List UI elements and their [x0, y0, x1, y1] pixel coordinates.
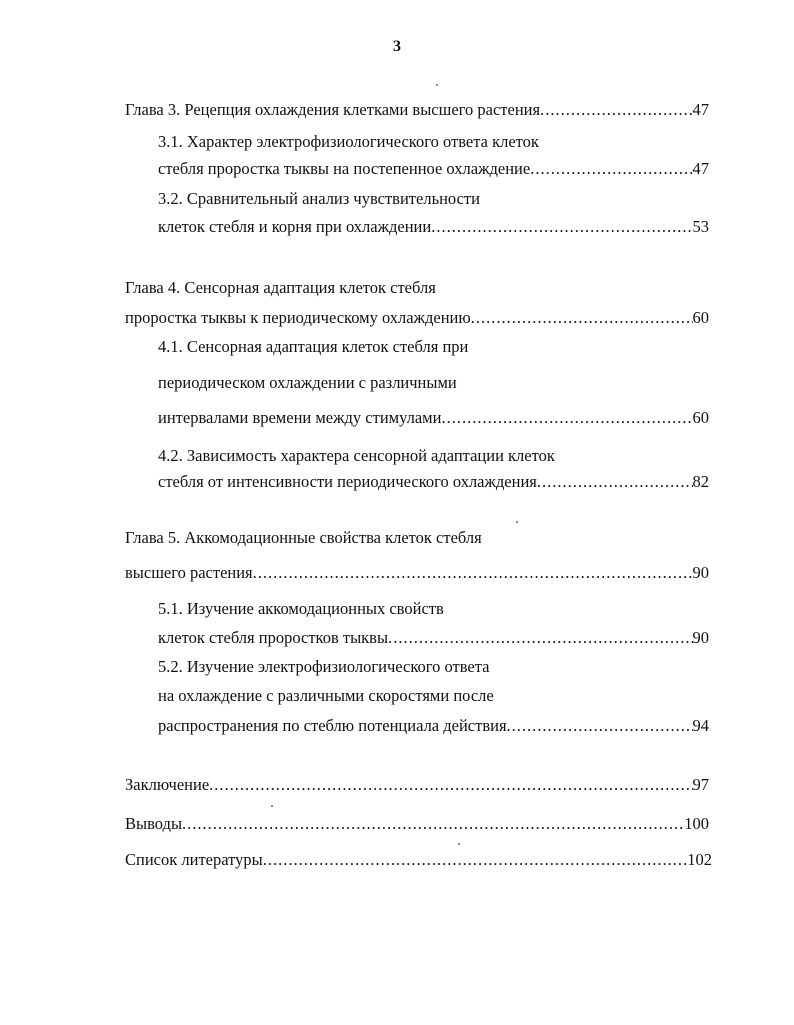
scan-speck [458, 843, 460, 845]
toc-entry-title: проростка тыквы к периодическому охлаждению [125, 308, 471, 327]
toc-page-number: 53 [692, 217, 709, 236]
toc-entry-title: Выводы [125, 814, 183, 833]
toc-entry-5-1-line-1: 5.1. Изучение аккомодационных свойств [158, 599, 444, 618]
toc-entry-section-5-2[interactable] [158, 716, 709, 736]
toc-page-number: 100 [684, 814, 709, 833]
toc-entry-5-2-line-2: на охлаждение с различными скоростями после [158, 686, 494, 705]
toc-entry-chapter-5-line-1: Глава 5. Аккомодационные свойства клеток стебля [125, 528, 482, 547]
leader-dots [441, 408, 692, 428]
toc-entry-title: стебля от интенсивности периодического охлаждения [158, 472, 537, 491]
toc-entry-3-1-line-1: 3.1. Характер электрофизиологического ответа клеток [158, 132, 539, 151]
toc-page-number: 97 [692, 775, 709, 794]
toc-page-number: 47 [692, 100, 709, 119]
page-number: 3 [393, 38, 401, 55]
toc-page-number: 90 [692, 563, 709, 582]
toc-entry-chapter-5[interactable] [125, 563, 709, 583]
toc-page-number: 82 [692, 472, 709, 491]
toc-entry-chapter-4[interactable] [125, 308, 709, 328]
toc-entry-title: интервалами времени между стимулами [158, 408, 442, 427]
leader-dots [431, 217, 692, 237]
toc-entry-title: клеток стебля проростков тыквы [158, 628, 389, 647]
toc-entry-section-3-1[interactable] [158, 159, 709, 179]
toc-page-number: 47 [692, 159, 709, 178]
scan-speck [516, 521, 518, 523]
toc-entry-findings[interactable] [125, 814, 709, 834]
leader-dots [537, 472, 693, 492]
leader-dots [388, 628, 692, 648]
leader-dots [253, 563, 693, 583]
toc-entry-section-4-1[interactable] [158, 408, 709, 428]
leader-dots [507, 716, 693, 736]
toc-entry-4-1-line-1: 4.1. Сенсорная адаптация клеток стебля при [158, 337, 469, 356]
toc-entry-title: Список литературы [125, 850, 263, 869]
toc-entry-title: клеток стебля и корня при охлаждении [158, 217, 432, 236]
toc-entry-conclusion[interactable] [125, 775, 709, 795]
toc-entry-4-2-line-1: 4.2. Зависимость характера сенсорной адаптации клеток [158, 446, 555, 465]
toc-entry-5-2-line-1: 5.2. Изучение электрофизиологического ответа [158, 657, 490, 676]
toc-entry-section-4-2[interactable] [158, 472, 709, 492]
leader-dots [182, 814, 684, 834]
toc-entry-title: Заключение [125, 775, 210, 794]
toc-entry-section-3-2[interactable] [158, 217, 709, 237]
leader-dots [471, 308, 693, 328]
toc-page-number: 94 [692, 716, 709, 735]
toc-entry-3-2-line-1: 3.2. Сравнительный анализ чувствительности [158, 189, 480, 208]
scan-speck [271, 805, 273, 807]
toc-entry-4-1-line-2: периодическом охлаждении с различными [158, 373, 457, 392]
toc-entry-references[interactable] [125, 850, 712, 870]
toc-entry-title: распространения по стеблю потенциала действия [158, 716, 507, 735]
leader-dots [540, 100, 692, 120]
toc-entry-title: высшего растения [125, 563, 253, 582]
leader-dots [263, 850, 688, 870]
toc-page-number: 90 [692, 628, 709, 647]
toc-page-number: 60 [692, 308, 709, 327]
toc-entry-chapter-4-line-1: Глава 4. Сенсорная адаптация клеток стебля [125, 278, 436, 297]
toc-entry-title: Глава 3. Рецепция охлаждения клетками высшего растения [125, 100, 541, 119]
toc-page-number: 60 [692, 408, 709, 427]
scan-speck [436, 84, 438, 86]
leader-dots [209, 775, 692, 795]
toc-entry-chapter-3[interactable] [125, 100, 709, 120]
toc-entry-section-5-1[interactable] [158, 628, 709, 648]
toc-page-number: 102 [687, 850, 712, 869]
toc-entry-title: стебля проростка тыквы на постепенное охлаждение [158, 159, 531, 178]
leader-dots [530, 159, 692, 179]
